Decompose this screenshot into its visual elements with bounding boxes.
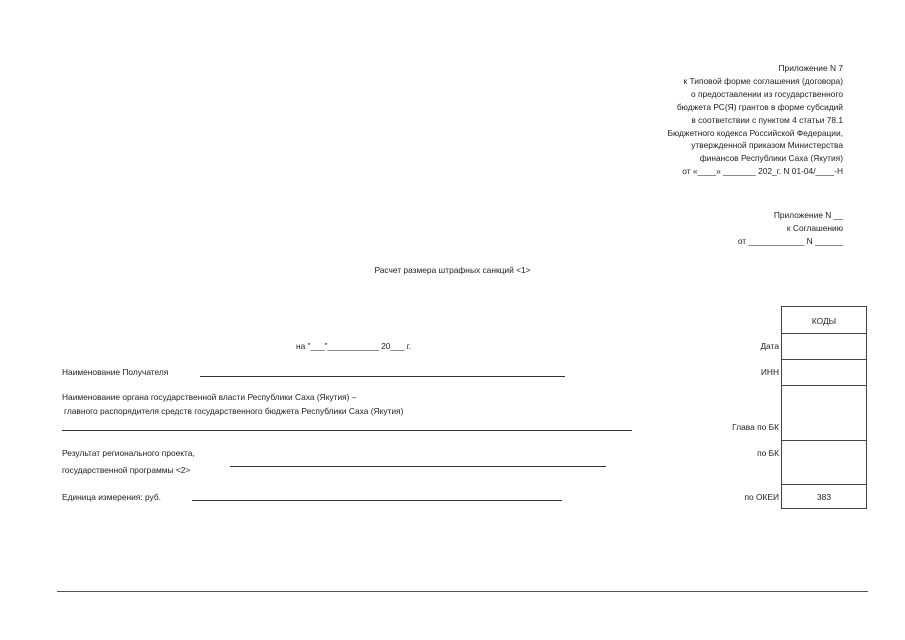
appendix-line: бюджета РС(Я) грантов в форме субсидий bbox=[676, 101, 843, 112]
codes-table bbox=[781, 306, 867, 509]
result-label-line2: государственной программы <2> bbox=[62, 465, 191, 475]
agreement-line: к Соглашению bbox=[786, 222, 843, 233]
authority-underline bbox=[62, 430, 632, 431]
appendix-header bbox=[667, 62, 843, 178]
unit-label: Единица измерения: руб. bbox=[62, 492, 161, 502]
codes-divider bbox=[782, 385, 866, 386]
appendix-line: о предоставлении из государственного bbox=[690, 88, 843, 99]
recipient-underline bbox=[200, 376, 565, 377]
code-label-po-okei: по ОКЕИ bbox=[744, 492, 779, 502]
okei-code-value: 383 bbox=[817, 492, 831, 502]
code-label-po-bk: по БК bbox=[757, 448, 779, 458]
code-label-glava-bk: Глава по БК bbox=[732, 422, 779, 432]
footnote-separator bbox=[57, 591, 868, 592]
authority-label-line2: главного распорядителя средств государственного бюджета Республики Саха (Якутия) bbox=[64, 406, 404, 416]
code-label-date: Дата bbox=[760, 341, 779, 351]
agreement-line: от ____________ N ______ bbox=[737, 235, 843, 246]
result-underline bbox=[230, 466, 606, 467]
result-label-line1: Результат регионального проекта, bbox=[62, 448, 195, 458]
authority-label-line1: Наименование органа государственной власти Республики Саха (Якутия) – bbox=[62, 392, 357, 402]
appendix-line: финансов Республики Саха (Якутия) bbox=[699, 153, 843, 164]
codes-divider bbox=[782, 333, 866, 334]
agreement-reference bbox=[738, 209, 843, 248]
appendix-line: от «____» _______ 202_г. N 01-04/____-Н bbox=[682, 166, 843, 177]
codes-header: КОДЫ bbox=[811, 316, 837, 326]
appendix-line: в соответствии с пунктом 4 статьи 78.1 bbox=[691, 114, 843, 125]
appendix-line: Приложение N 7 bbox=[778, 63, 843, 73]
code-label-inn: ИНН bbox=[760, 367, 779, 377]
recipient-label: Наименование Получателя bbox=[62, 367, 169, 377]
appendix-line: к Типовой форме соглашения (договора) bbox=[683, 75, 843, 86]
appendix-line: утвержденной приказом Министерства bbox=[691, 140, 843, 151]
date-line: на "___"___________ 20___ г. bbox=[296, 341, 412, 351]
agreement-line: Приложение N __ bbox=[773, 210, 843, 220]
codes-divider bbox=[782, 359, 866, 360]
document-title: Расчет размера штрафных санкций <1> bbox=[374, 265, 531, 275]
appendix-line: Бюджетного кодекса Российской Федерации, bbox=[667, 127, 843, 138]
codes-divider bbox=[782, 484, 866, 485]
unit-underline bbox=[192, 500, 562, 501]
codes-divider bbox=[782, 440, 866, 441]
